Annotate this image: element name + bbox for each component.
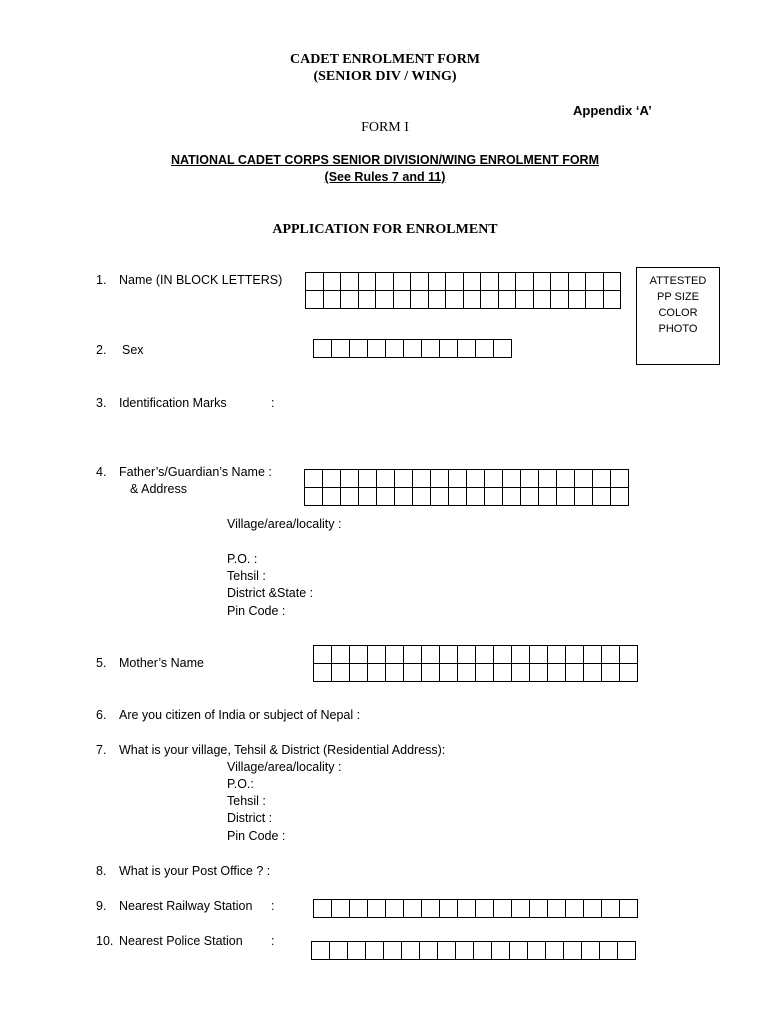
letter-box[interactable] (368, 664, 386, 682)
letter-box[interactable] (503, 470, 521, 488)
identification-marks-label: Identification Marks (119, 396, 227, 410)
letter-box[interactable] (467, 488, 485, 506)
letter-box[interactable] (534, 273, 552, 291)
letter-box[interactable] (485, 470, 503, 488)
letter-box[interactable] (306, 291, 324, 309)
guardian-name-letter-grid[interactable] (304, 469, 629, 506)
letter-box[interactable] (395, 470, 413, 488)
letter-box[interactable] (516, 291, 534, 309)
letter-box[interactable] (620, 646, 638, 664)
letter-box[interactable] (474, 942, 492, 960)
letter-box[interactable] (602, 664, 620, 682)
letter-box[interactable] (324, 291, 342, 309)
letter-box[interactable] (449, 488, 467, 506)
letter-box[interactable] (404, 340, 422, 358)
letter-box[interactable] (620, 664, 638, 682)
letter-box[interactable] (458, 340, 476, 358)
letter-box[interactable] (611, 470, 629, 488)
letter-box[interactable] (530, 900, 548, 918)
letter-box[interactable] (548, 646, 566, 664)
letter-box[interactable] (548, 664, 566, 682)
residential-district-label: District : (227, 811, 273, 825)
sex-letter-grid[interactable] (313, 339, 512, 358)
letter-box[interactable] (446, 291, 464, 309)
field-8-number: 8. (96, 864, 107, 878)
field-4-number: 4. (96, 465, 107, 479)
letter-box[interactable] (476, 664, 494, 682)
photo-label-line2: PP SIZE (657, 291, 699, 303)
letter-box[interactable] (464, 273, 482, 291)
letter-box[interactable] (350, 646, 368, 664)
letter-box[interactable] (422, 900, 440, 918)
identification-marks-colon: : (271, 396, 275, 410)
guardian-po-label: P.O. : (227, 552, 258, 566)
letter-box[interactable] (593, 470, 611, 488)
letter-box[interactable] (485, 488, 503, 506)
letter-box[interactable] (618, 942, 636, 960)
letter-box[interactable] (584, 664, 602, 682)
letter-box[interactable] (341, 291, 359, 309)
letter-box[interactable] (422, 340, 440, 358)
field-6-number: 6. (96, 708, 107, 722)
letter-box[interactable] (494, 900, 512, 918)
letter-box[interactable] (404, 646, 422, 664)
letter-box[interactable] (582, 942, 600, 960)
post-office-label: What is your Post Office ? : (119, 864, 271, 878)
letter-box[interactable] (521, 488, 539, 506)
railway-station-colon: : (271, 899, 275, 913)
letter-box[interactable] (305, 488, 323, 506)
form-heading: NATIONAL CADET CORPS SENIOR DIVISION/WING ENROLMENT FORM (170, 153, 599, 167)
letter-box[interactable] (386, 664, 404, 682)
letter-box[interactable] (394, 273, 412, 291)
field-7-number: 7. (96, 743, 107, 757)
letter-box[interactable] (314, 340, 332, 358)
name-label: Name (IN BLOCK LETTERS) (119, 273, 283, 287)
photo-label-line4: PHOTO (658, 323, 698, 335)
letter-box[interactable] (503, 488, 521, 506)
residential-tehsil-label: Tehsil : (227, 794, 266, 808)
letter-box[interactable] (420, 942, 438, 960)
letter-box[interactable] (569, 291, 587, 309)
residential-village-label: Village/area/locality : (227, 760, 342, 774)
letter-box[interactable] (602, 646, 620, 664)
letter-box[interactable] (359, 488, 377, 506)
letter-box[interactable] (586, 291, 604, 309)
letter-box[interactable] (458, 664, 476, 682)
letter-box[interactable] (586, 273, 604, 291)
letter-box[interactable] (530, 664, 548, 682)
letter-box[interactable] (551, 273, 569, 291)
letter-box[interactable] (476, 900, 494, 918)
railway-station-label: Nearest Railway Station (119, 899, 253, 913)
letter-box[interactable] (377, 488, 395, 506)
letter-box[interactable] (314, 664, 332, 682)
letter-box[interactable] (350, 340, 368, 358)
letter-box[interactable] (368, 900, 386, 918)
letter-box[interactable] (575, 488, 593, 506)
letter-box[interactable] (604, 273, 622, 291)
letter-box[interactable] (312, 942, 330, 960)
letter-box[interactable] (494, 646, 512, 664)
field-5-number: 5. (96, 656, 107, 670)
residential-pin-label: Pin Code : (227, 829, 286, 843)
letter-box[interactable] (467, 470, 485, 488)
letter-box[interactable] (386, 646, 404, 664)
letter-box[interactable] (376, 291, 394, 309)
letter-box[interactable] (404, 900, 422, 918)
letter-box[interactable] (530, 646, 548, 664)
letter-box[interactable] (413, 488, 431, 506)
rules-reference: (See Rules 7 and 11) (324, 170, 446, 184)
letter-box[interactable] (499, 291, 517, 309)
letter-box[interactable] (438, 942, 456, 960)
railway-station-letter-grid[interactable] (313, 899, 638, 918)
letter-box[interactable] (404, 664, 422, 682)
letter-box[interactable] (314, 646, 332, 664)
name-letter-grid[interactable] (305, 272, 621, 309)
letter-box[interactable] (413, 470, 431, 488)
letter-box[interactable] (564, 942, 582, 960)
letter-box[interactable] (566, 900, 584, 918)
guardian-tehsil-label: Tehsil : (227, 569, 266, 583)
appendix-label: Appendix ‘A’ (573, 103, 652, 118)
police-station-colon: : (271, 934, 275, 948)
letter-box[interactable] (458, 900, 476, 918)
letter-box[interactable] (512, 664, 530, 682)
photo-label-line1: ATTESTED (649, 275, 707, 287)
letter-box[interactable] (440, 900, 458, 918)
citizenship-label: Are you citizen of India or subject of Nepal : (119, 708, 361, 722)
letter-box[interactable] (566, 664, 584, 682)
letter-box[interactable] (602, 900, 620, 918)
letter-box[interactable] (557, 470, 575, 488)
field-1-number: 1. (96, 273, 107, 287)
guardian-district-label: District &State : (227, 586, 314, 600)
letter-box[interactable] (492, 942, 510, 960)
letter-box[interactable] (611, 488, 629, 506)
photo-box[interactable] (636, 267, 720, 365)
letter-box[interactable] (384, 942, 402, 960)
letter-box[interactable] (359, 470, 377, 488)
letter-box[interactable] (366, 942, 384, 960)
letter-box[interactable] (359, 273, 377, 291)
letter-box[interactable] (521, 470, 539, 488)
letter-box[interactable] (431, 470, 449, 488)
field-2-number: 2. (96, 343, 107, 357)
letter-box[interactable] (510, 942, 528, 960)
residential-address-label: What is your village, Tehsil & District (Residential Address): (119, 743, 446, 757)
mother-name-label: Mother’s Name (119, 656, 204, 670)
letter-box[interactable] (368, 340, 386, 358)
guardian-village-label: Village/area/locality : (227, 517, 342, 531)
letter-box[interactable] (306, 273, 324, 291)
letter-box[interactable] (458, 646, 476, 664)
form-subtitle-division: (SENIOR DIV / WING) (313, 69, 457, 84)
letter-box[interactable] (481, 291, 499, 309)
letter-box[interactable] (584, 900, 602, 918)
letter-box[interactable] (604, 291, 622, 309)
letter-box[interactable] (446, 273, 464, 291)
letter-box[interactable] (512, 900, 530, 918)
letter-box[interactable] (494, 340, 512, 358)
letter-box[interactable] (332, 900, 350, 918)
letter-box[interactable] (429, 273, 447, 291)
mother-name-letter-grid[interactable] (313, 645, 638, 682)
letter-box[interactable] (620, 900, 638, 918)
letter-box[interactable] (464, 291, 482, 309)
letter-box[interactable] (332, 664, 350, 682)
letter-box[interactable] (332, 340, 350, 358)
field-10-number: 10. (96, 934, 114, 948)
letter-box[interactable] (476, 646, 494, 664)
residential-po-label: P.O.: (227, 777, 254, 791)
form-number: FORM I (361, 120, 409, 135)
letter-box[interactable] (386, 340, 404, 358)
police-station-letter-grid[interactable] (311, 941, 636, 960)
sex-label: Sex (122, 343, 144, 357)
letter-box[interactable] (350, 900, 368, 918)
letter-box[interactable] (539, 488, 557, 506)
letter-box[interactable] (534, 291, 552, 309)
letter-box[interactable] (584, 646, 602, 664)
letter-box[interactable] (341, 273, 359, 291)
letter-box[interactable] (551, 291, 569, 309)
field-3-number: 3. (96, 396, 107, 410)
letter-box[interactable] (395, 488, 413, 506)
letter-box[interactable] (600, 942, 618, 960)
application-title: APPLICATION FOR ENROLMENT (272, 222, 498, 237)
letter-box[interactable] (548, 900, 566, 918)
guardian-pin-label: Pin Code : (227, 604, 286, 618)
letter-box[interactable] (314, 900, 332, 918)
letter-box[interactable] (305, 470, 323, 488)
letter-box[interactable] (516, 273, 534, 291)
letter-box[interactable] (499, 273, 517, 291)
letter-box[interactable] (528, 942, 546, 960)
letter-box[interactable] (494, 664, 512, 682)
letter-box[interactable] (569, 273, 587, 291)
letter-box[interactable] (341, 488, 359, 506)
form-title: CADET ENROLMENT FORM (289, 52, 481, 67)
letter-box[interactable] (440, 340, 458, 358)
letter-box[interactable] (512, 646, 530, 664)
letter-box[interactable] (557, 488, 575, 506)
photo-label-line3: COLOR (658, 307, 698, 319)
letter-box[interactable] (593, 488, 611, 506)
letter-box[interactable] (394, 291, 412, 309)
letter-box[interactable] (449, 470, 467, 488)
letter-box[interactable] (368, 646, 386, 664)
letter-box[interactable] (323, 488, 341, 506)
letter-box[interactable] (386, 900, 404, 918)
letter-box[interactable] (575, 470, 593, 488)
letter-box[interactable] (481, 273, 499, 291)
letter-box[interactable] (476, 340, 494, 358)
letter-box[interactable] (377, 470, 395, 488)
letter-box[interactable] (359, 291, 377, 309)
letter-box[interactable] (330, 942, 348, 960)
letter-box[interactable] (440, 646, 458, 664)
letter-box[interactable] (348, 942, 366, 960)
letter-box[interactable] (402, 942, 420, 960)
letter-box[interactable] (546, 942, 564, 960)
letter-box[interactable] (411, 291, 429, 309)
letter-box[interactable] (456, 942, 474, 960)
police-station-label: Nearest Police Station (119, 934, 243, 948)
guardian-name-label: Father’s/Guardian’s Name : (119, 465, 272, 479)
letter-box[interactable] (324, 273, 342, 291)
letter-box[interactable] (429, 291, 447, 309)
letter-box[interactable] (440, 664, 458, 682)
letter-box[interactable] (323, 470, 341, 488)
letter-box[interactable] (341, 470, 359, 488)
guardian-address-label: & Address (130, 482, 187, 496)
letter-box[interactable] (422, 664, 440, 682)
letter-box[interactable] (376, 273, 394, 291)
field-9-number: 9. (96, 899, 107, 913)
letter-box[interactable] (350, 664, 368, 682)
letter-box[interactable] (566, 646, 584, 664)
letter-box[interactable] (332, 646, 350, 664)
letter-box[interactable] (411, 273, 429, 291)
letter-box[interactable] (539, 470, 557, 488)
letter-box[interactable] (431, 488, 449, 506)
letter-box[interactable] (422, 646, 440, 664)
